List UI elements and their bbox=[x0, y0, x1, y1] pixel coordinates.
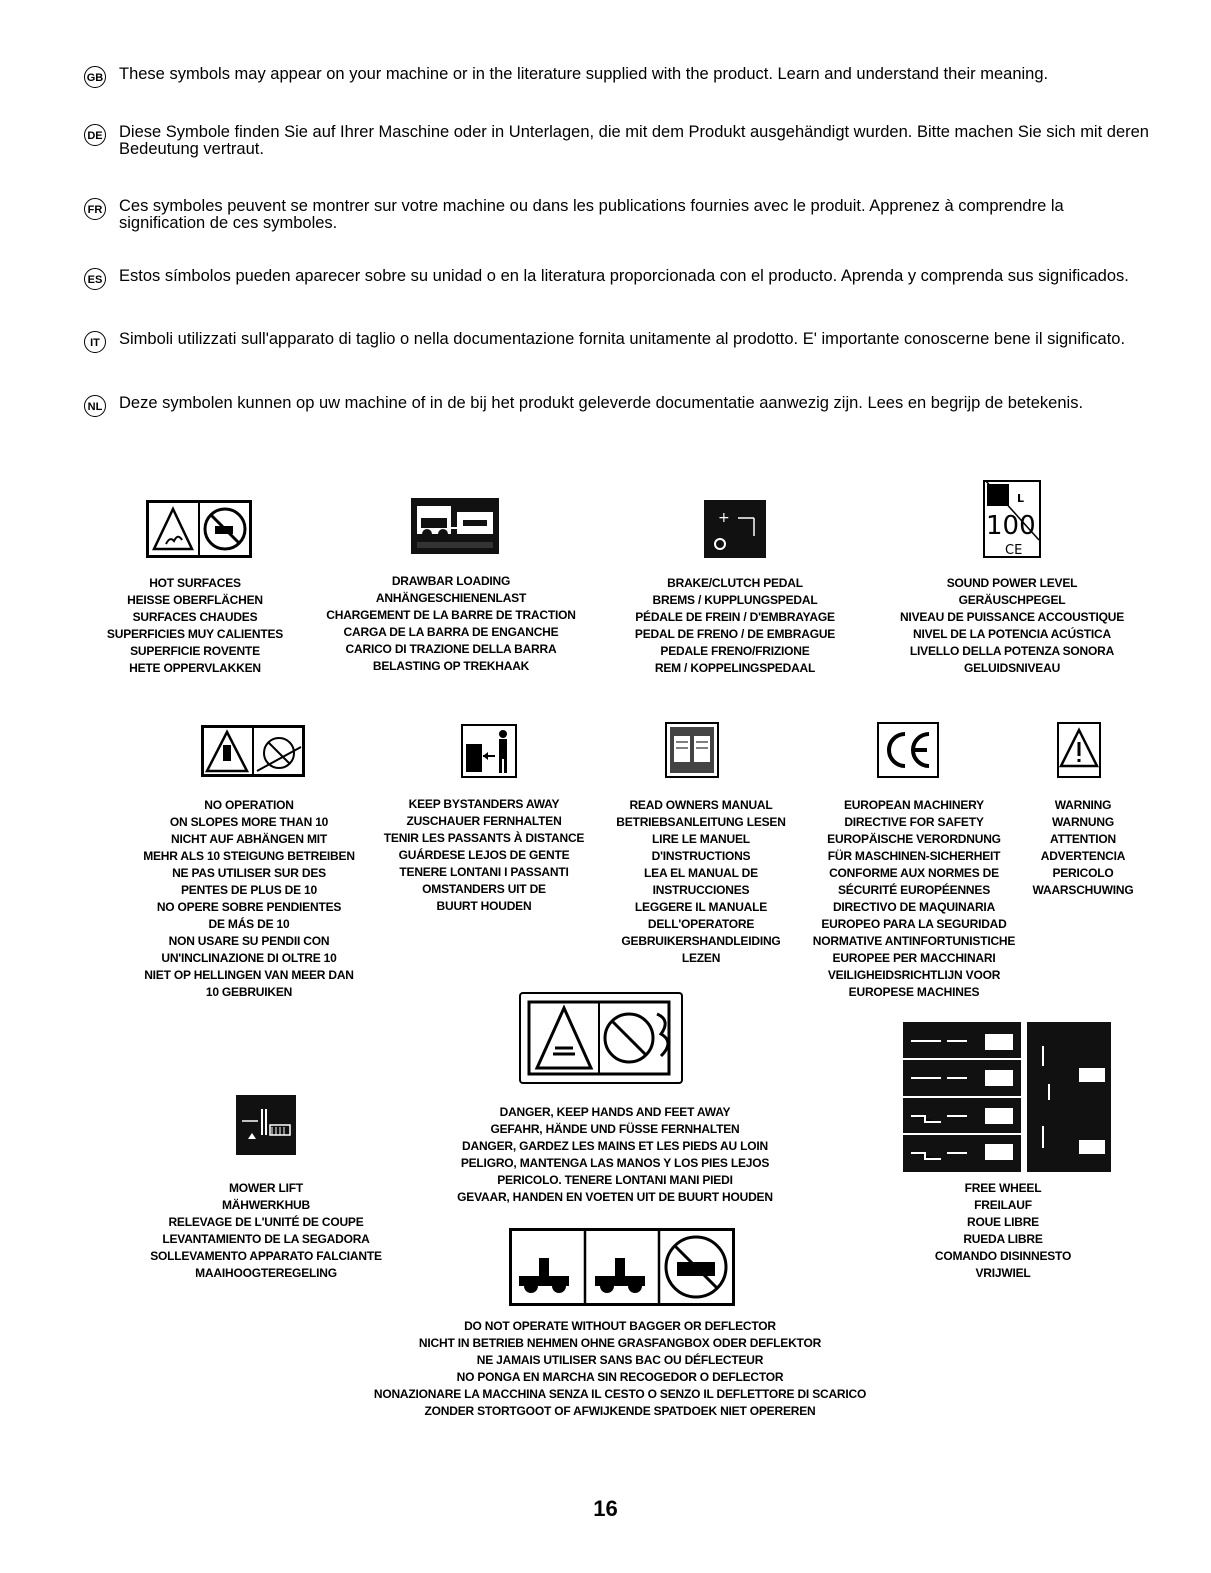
intro-fr bbox=[84, 198, 1151, 232]
hot-surfaces-icon bbox=[146, 500, 252, 558]
sound-power-level-icon bbox=[983, 480, 1041, 558]
intro-es bbox=[84, 268, 1151, 285]
intro-text: Estos símbolos pueden aparecer sobre su unidad o en la literatura proporcionada con el producto. Aprenda y comprenda sus significados. bbox=[119, 267, 1129, 285]
no-slopes-label: NO OPERATION ON SLOPES MORE THAN 10 NICHT AUF ABHÄNGEN MIT MEHR ALS 10 STEIGUNG BETREIBEN NE PAS UTILISER SUR DES PENTES DE PLUS DE 10 NO OPERE SOBRE PENDIENTES DE MÁS DE 10 NON USARE SU PENDII CON UN'INCLINAZIONE DI OLTRE 10 NIET OP HELLINGEN VAN MEER DAN 10 GEBRUIKEN bbox=[143, 798, 355, 999]
danger-hands-feet-icon bbox=[519, 992, 683, 1084]
svg-text:100: 100 bbox=[986, 511, 1036, 541]
keep-bystanders-away-icon bbox=[461, 724, 517, 778]
lang-badge-icon: NL bbox=[84, 395, 106, 417]
page-number: 16 bbox=[593, 1496, 618, 1521]
read-manual-icon bbox=[665, 722, 719, 778]
brake-clutch-pedal-label: BRAKE/CLUTCH PEDAL BREMS / KUPPLUNGSPEDAL PÉDALE DE FREIN / D'EMBRAYAGE PEDAL DE FRENO / DE EMBRAGUE PEDALE FRENO/FRIZIONE REM / KOPPELINGSPEDAAL bbox=[634, 576, 836, 675]
keep-bystanders-label: KEEP BYSTANDERS AWAY ZUSCHAUER FERNHALTEN TENIR LES PASSANTS À DISTANCE GUÁRDESE LEJOS DE GENTE TENERE LONTANI I PASSANTI OMSTANDERS UIT DE BUURT HOUDEN bbox=[383, 797, 585, 913]
ce-mark-icon bbox=[877, 722, 939, 778]
svg-text:+: + bbox=[718, 510, 730, 526]
mower-lift-label: MOWER LIFT MÄHWERKHUB RELEVAGE DE L'UNITÉ DE COUPE LEVANTAMIENTO DE LA SEGADORA SOLLEVAMENTO APPARATO FALCIANTE MAAIHOOGTEREGELING bbox=[150, 1181, 382, 1280]
no-operate-without-bagger-icon bbox=[509, 1228, 735, 1306]
intro-de bbox=[84, 124, 1151, 158]
read-manual-label: READ OWNERS MANUAL BETRIEBSANLEITUNG LESEN LIRE LE MANUEL D'INSTRUCTIONS LEA EL MANUAL DE INSTRUCCIONES LEGGERE IL MANUALE DELL'OPERATORE GEBRUIKERSHANDLEIDING LEZEN bbox=[616, 798, 786, 965]
hot-surfaces-label: HOT SURFACES HEISSE OBERFLÄCHEN SURFACES CHAUDES SUPERFICIES MUY CALIENTES SUPERFICIE ROVENTE HETE OPPERVLAKKEN bbox=[106, 576, 284, 675]
danger-label: DANGER, KEEP HANDS AND FEET AWAY GEFAHR, HÄNDE UND FÜSSE FERNHALTEN DANGER, GARDEZ LES MAINS ET LES PIEDS AU LOIN PELIGRO, MANTENGA LAS MANOS Y LOS PIES LEJOS PERICOLO. TENERE LONTANI MANI PIEDI GEVAAR, HANDEN EN VOETEN UIT DE BUURT HOUDEN bbox=[457, 1105, 773, 1204]
mower-lift-icon bbox=[236, 1095, 296, 1155]
drawbar-loading-icon bbox=[411, 498, 499, 554]
ce-mark-label: EUROPEAN MACHINERY DIRECTIVE FOR SAFETY EUROPÄISCHE VERORDNUNG FÜR MASCHINEN-SICHERHEIT CONFORME AUX NORMES DE SÉCURITÉ EUROPÉENNES DIRECTIVO DE MAQUINARIA EUROPEO PARA LA SEGURIDAD NORMATIVE ANTINFORTUNISTICHE EUROPEE PER MACCHINARI VEILIGHEIDSRICHTLIJN VOOR EUROPESE MACHINES bbox=[812, 798, 1016, 999]
intro-text: Diese Symbole finden Sie auf Ihrer Maschine oder in Unterlagen, die mit dem Produkt ausgehändigt wurden. Bitte machen Sie sich mit deren Bedeutung vertraut. bbox=[119, 123, 1149, 158]
sound-power-level-label: SOUND POWER LEVEL GERÄUSCHPEGEL NIVEAU DE PUISSANCE ACCOUSTIQUE NIVEL DE LA POTENCIA ACÚSTICA LIVELLO DELLA POTENZA SONORA GELUIDSNIVEAU bbox=[899, 576, 1125, 675]
lang-badge-icon: IT bbox=[84, 331, 106, 353]
drawbar-loading-label: DRAWBAR LOADING ANHÄNGESCHIENENLAST CHARGEMENT DE LA BARRE DE TRACTION CARGA DE LA BARRA DE ENGANCHE CARICO DI TRAZIONE DELLA BARRA BELASTING OP TREKHAAK bbox=[326, 574, 576, 673]
intro-gb bbox=[84, 66, 1151, 83]
svg-text:CE: CE bbox=[1005, 543, 1023, 558]
free-wheel-icon bbox=[903, 1022, 1111, 1172]
warning-label: WARNING WARNUNG ATTENTION ADVERTENCIA PERICOLO WAARSCHUWING bbox=[1032, 798, 1134, 897]
intro-nl bbox=[84, 395, 1151, 412]
intro-text: Ces symboles peuvent se montrer sur votre machine ou dans les publications fournies avec le produit. Apprenez à comprendre la signification de ces symboles. bbox=[119, 197, 1064, 232]
svg-text:L: L bbox=[1017, 492, 1025, 505]
intro-text: Deze symbolen kunnen op uw machine of in de bij het produkt geleverde documentatie aanwezig zijn. Lees en begrijp de betekenis. bbox=[119, 394, 1084, 412]
warning-icon bbox=[1057, 722, 1101, 778]
lang-badge-icon: DE bbox=[84, 124, 106, 146]
intro-text: Simboli utilizzati sull'apparato di taglio o nella documentazione fornita unitamente al prodotto. E' importante conoscerne bene il significato. bbox=[119, 330, 1126, 348]
lang-badge-icon: GB bbox=[84, 66, 106, 88]
lang-badge-icon: FR bbox=[84, 198, 106, 220]
lang-badge-icon: ES bbox=[84, 268, 106, 290]
intro-text: These symbols may appear on your machine or in the literature supplied with the product. Learn and understand their meaning. bbox=[119, 65, 1049, 83]
free-wheel-label: FREE WHEEL FREILAUF ROUE LIBRE RUEDA LIBRE COMANDO DISINNESTO VRIJWIEL bbox=[934, 1181, 1072, 1280]
intro-it bbox=[84, 331, 1151, 348]
brake-clutch-pedal-icon bbox=[704, 500, 766, 558]
no-operate-without-bagger-label: DO NOT OPERATE WITHOUT BAGGER OR DEFLECTOR NICHT IN BETRIEB NEHMEN OHNE GRASFANGBOX ODER DEFLEKTOR NE JAMAIS UTILISER SANS BAC OU DÉFLECTEUR NO PONGA EN MARCHA SIN RECOGEDOR O DEFLECTOR NONAZIONARE LA MACCHINA SENZA IL CESTO O SENZO IL DEFLETTORE DI SCARICO ZONDER STORTGOOT OF AFWIJKENDE SPATDOEK NIET OPEREREN bbox=[373, 1319, 867, 1418]
no-slopes-icon bbox=[201, 725, 305, 777]
